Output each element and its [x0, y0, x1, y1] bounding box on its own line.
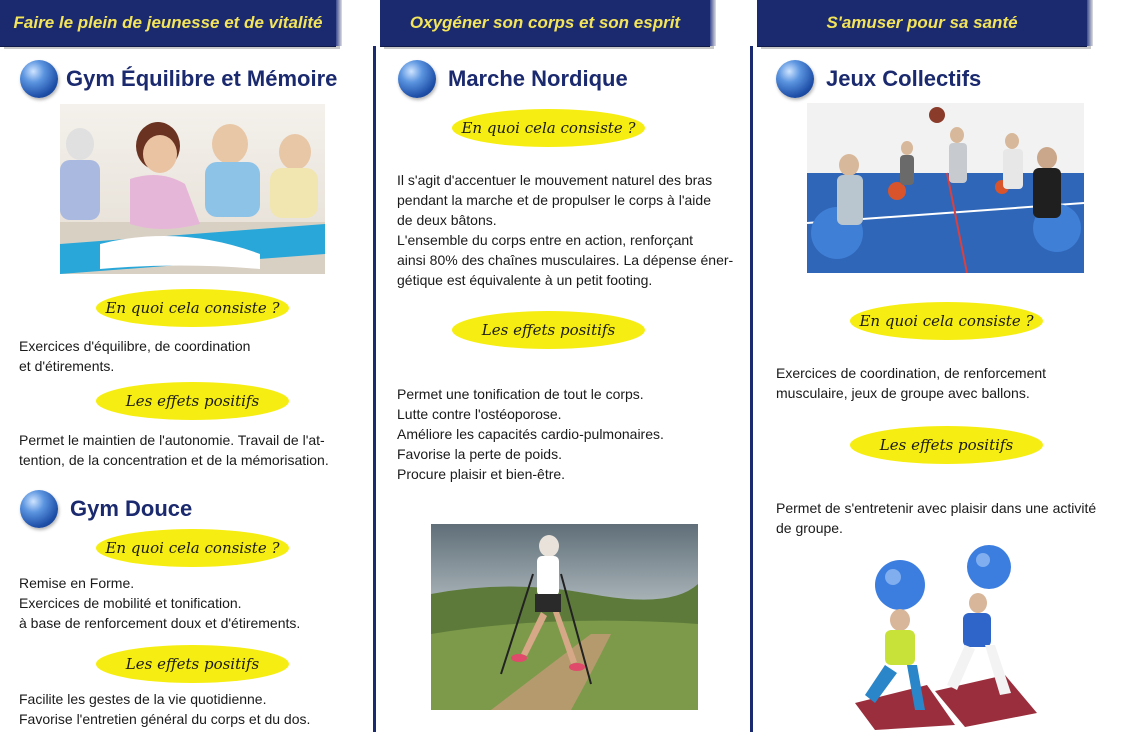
line: Exercices d'équilibre, de coordination: [19, 338, 251, 354]
line: Remise en Forme.: [19, 575, 135, 591]
pill-what-jeux: En quoi cela consiste ?: [850, 302, 1043, 340]
photo-ball-exercise: [855, 545, 1037, 730]
photo-nordic-walking: [431, 524, 698, 710]
line: pendant la marche et de propulser le corps à l'aide: [397, 192, 711, 208]
ball-icon: [20, 490, 58, 528]
line: Lutte contre l'ostéoporose.: [397, 406, 562, 422]
text-what-marche: [397, 170, 733, 290]
line: à base de renforcement doux et d'étirements.: [19, 615, 301, 631]
line: de deux bâtons.: [397, 212, 497, 228]
ball-icon: [398, 60, 436, 98]
text-effects-gym-equilibre: [19, 430, 329, 470]
text-effects-jeux: [776, 498, 1096, 538]
line: ainsi 80% des chaînes musculaires. La dépense éner-: [397, 252, 734, 268]
photo-gym-stretching: [60, 104, 325, 274]
text-what-gym-douce: [19, 573, 300, 633]
line: gétique est équivalente à un petit footing.: [397, 272, 653, 288]
text-what-jeux: [776, 363, 1046, 403]
line: et d'étirements.: [19, 358, 115, 374]
title-text: Marche Nordique: [448, 66, 628, 91]
line: L'ensemble du corps entre en action, renforçant: [397, 232, 694, 248]
line: tention, de la concentration et de la mémorisation.: [19, 452, 329, 468]
line: Procure plaisir et bien-être.: [397, 466, 566, 482]
section-title-jeux: [776, 60, 981, 98]
ball-icon: [776, 60, 814, 98]
line: Exercices de mobilité et tonification.: [19, 595, 242, 611]
text-effects-marche: [397, 384, 664, 484]
pill-effects-gym-equilibre: Les effets positifs: [96, 382, 289, 420]
line: Facilite les gestes de la vie quotidienne.: [19, 691, 267, 707]
line: Exercices de coordination, de renforcement: [776, 365, 1047, 381]
banner-col1: Faire le plein de jeunesse et de vitalité: [0, 0, 336, 47]
column-divider-2: [750, 46, 753, 732]
section-title-gym-equilibre: [20, 60, 337, 98]
photo-group-games: [807, 103, 1084, 273]
banner-col2: Oxygéner son corps et son esprit: [380, 0, 710, 47]
banner-col3: S'amuser pour sa santé: [757, 0, 1087, 47]
ball-icon: [20, 60, 58, 98]
pill-what-marche: En quoi cela consiste ?: [452, 109, 645, 147]
section-title-marche: [398, 60, 628, 98]
line: Permet de s'entretenir avec plaisir dans une activité: [776, 500, 1097, 516]
pill-effects-jeux: Les effets positifs: [850, 426, 1043, 464]
text-effects-gym-douce: [19, 689, 310, 729]
pill-what-gym-douce: En quoi cela consiste ?: [96, 529, 289, 567]
pill-what-gym-equilibre: En quoi cela consiste ?: [96, 289, 289, 327]
title-text: Gym Douce: [70, 496, 193, 521]
text-what-gym-equilibre: [19, 336, 250, 376]
column-divider-1: [373, 46, 376, 732]
pill-effects-gym-douce: Les effets positifs: [96, 645, 289, 683]
line: de groupe.: [776, 520, 843, 536]
line: musculaire, jeux de groupe avec ballons.: [776, 385, 1030, 401]
pill-effects-marche: Les effets positifs: [452, 311, 645, 349]
line: Il s'agit d'accentuer le mouvement naturel des bras: [397, 172, 713, 188]
line: Favorise la perte de poids.: [397, 446, 562, 462]
title-text: Jeux Collectifs: [826, 66, 982, 91]
line: Favorise l'entretien général du corps et du dos.: [19, 711, 311, 727]
title-text: Gym Équilibre et Mémoire: [66, 66, 338, 91]
line: Permet le maintien de l'autonomie. Travail de l'at-: [19, 432, 325, 448]
section-title-gym-douce: [20, 490, 192, 528]
line: Améliore les capacités cardio-pulmonaires.: [397, 426, 664, 442]
line: Permet une tonification de tout le corps.: [397, 386, 644, 402]
